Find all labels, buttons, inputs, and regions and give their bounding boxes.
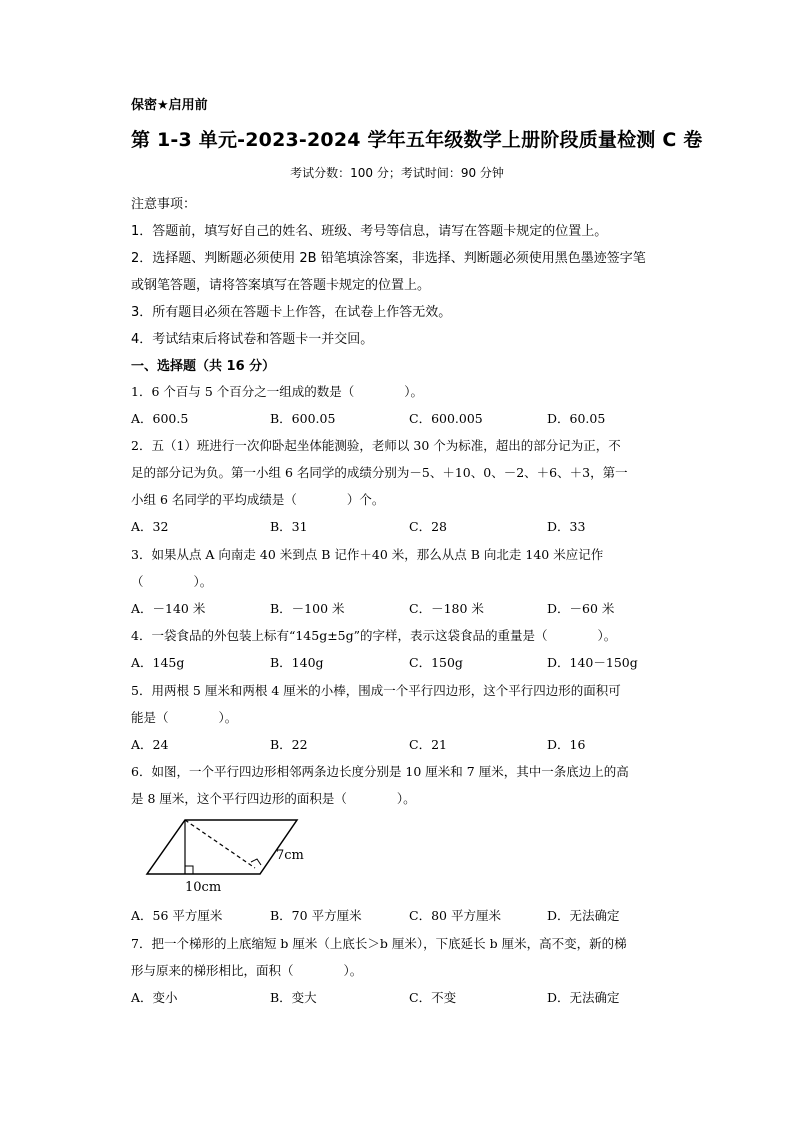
question-2-text: 足的部分记为负。第一小组 6 名同学的成绩分别为－5、＋10、0、－2、＋6、＋3，第一: [131, 465, 628, 480]
question-2-option-c: C．28: [409, 519, 447, 534]
page-title: 第 1-3 单元-2023-2024 学年五年级数学上册阶段质量检测 C 卷: [131, 129, 703, 151]
right-angle-mark: [251, 859, 261, 865]
question-3-option-d: D．－60 米: [547, 601, 615, 616]
question-3-option-a: A．－140 米: [131, 601, 206, 616]
question-5-option-a: A．24: [131, 737, 169, 752]
right-angle-mark: [185, 866, 193, 874]
question-6-text: 6．如图，一个平行四边形相邻两条边长度分别是 10 厘米和 7 厘米，其中一条底边上的高: [131, 764, 629, 779]
side-length-label: 7cm: [276, 848, 304, 863]
question-7-option-b: B．变大: [270, 990, 317, 1005]
question-5-text: 能是（ ）。: [131, 710, 238, 725]
question-4-option-d: D．140－150g: [547, 655, 638, 670]
question-1-option-b: B．600.05: [270, 411, 336, 426]
base-length-label: 10cm: [185, 880, 222, 895]
question-2-text: 小组 6 名同学的平均成绩是（ ）个。: [131, 492, 385, 507]
section-heading: 一、选择题（共 16 分）: [131, 359, 276, 374]
question-3-text: （ ）。: [131, 574, 213, 589]
question-4-option-b: B．140g: [270, 655, 324, 670]
question-4-text: 4．一袋食品的外包装上标有“145g±5g”的字样，表示这袋食品的重量是（ ）。: [131, 628, 617, 643]
question-5-text: 5．用两根 5 厘米和两根 4 厘米的小棒，围成一个平行四边形，这个平行四边形的面积可: [131, 683, 621, 698]
question-6-text: 是 8 厘米，这个平行四边形的面积是（ ）。: [131, 791, 416, 806]
dashed-height-line: [185, 820, 255, 868]
question-7-text: 7．把一个梯形的上底缩短 b 厘米（上底长＞b 厘米），下底延长 b 厘米，高不变，新的梯: [131, 936, 627, 951]
notice-item: 2．选择题、判断题必须使用 2B 铅笔填涂答案，非选择、判断题必须使用黑色墨迹签字笔: [131, 251, 646, 266]
notice-item: 或钢笔答题，请将答案填写在答题卡规定的位置上。: [131, 278, 431, 293]
question-7-option-a: A．变小: [131, 990, 178, 1005]
question-1-option-d: D．60.05: [547, 411, 606, 426]
parallelogram-figure: [135, 812, 315, 897]
question-1-option-a: A．600.5: [131, 411, 189, 426]
question-7-option-d: D．无法确定: [547, 990, 620, 1005]
question-5-option-c: C．21: [409, 737, 447, 752]
question-5-option-b: B．22: [270, 737, 308, 752]
question-5-option-d: D．16: [547, 737, 586, 752]
question-3-text: 3．如果从点 A 向南走 40 米到点 B 记作＋40 米，那么从点 B 向北走 140 米应记作: [131, 547, 604, 562]
question-7-option-c: C．不变: [409, 990, 457, 1005]
question-2-text: 2．五（1）班进行一次仰卧起坐体能测验，老师以 30 个为标准，超出的部分记为正，不: [131, 438, 621, 453]
question-4-option-c: C．150g: [409, 655, 463, 670]
question-2-option-d: D．33: [547, 519, 586, 534]
confidential-mark: 保密★启用前: [131, 98, 208, 113]
question-2-option-b: B．31: [270, 519, 308, 534]
question-6-option-a: A．56 平方厘米: [131, 908, 223, 923]
notice-item: 1．答题前，填写好自己的姓名、班级、考号等信息，请写在答题卡规定的位置上。: [131, 224, 608, 239]
question-7-text: 形与原来的梯形相比，面积（ ）。: [131, 963, 363, 978]
question-2-option-a: A．32: [131, 519, 169, 534]
notice-item: 4．考试结束后将试卷和答题卡一并交回。: [131, 332, 374, 347]
question-1-option-c: C．600.005: [409, 411, 483, 426]
question-3-option-b: B．－100 米: [270, 601, 345, 616]
exam-info: 考试分数：100 分；考试时间：90 分钟: [290, 166, 504, 180]
notice-item: 3．所有题目必须在答题卡上作答，在试卷上作答无效。: [131, 305, 452, 320]
question-1-text: 1．6 个百与 5 个百分之一组成的数是（ ）。: [131, 384, 424, 399]
question-6-option-c: C．80 平方厘米: [409, 908, 501, 923]
parallelogram-shape: [147, 820, 297, 874]
question-3-option-c: C．－180 米: [409, 601, 484, 616]
question-6-option-b: B．70 平方厘米: [270, 908, 362, 923]
notice-heading: 注意事项：: [131, 197, 197, 212]
question-4-option-a: A．145g: [131, 655, 185, 670]
question-6-option-d: D．无法确定: [547, 908, 620, 923]
